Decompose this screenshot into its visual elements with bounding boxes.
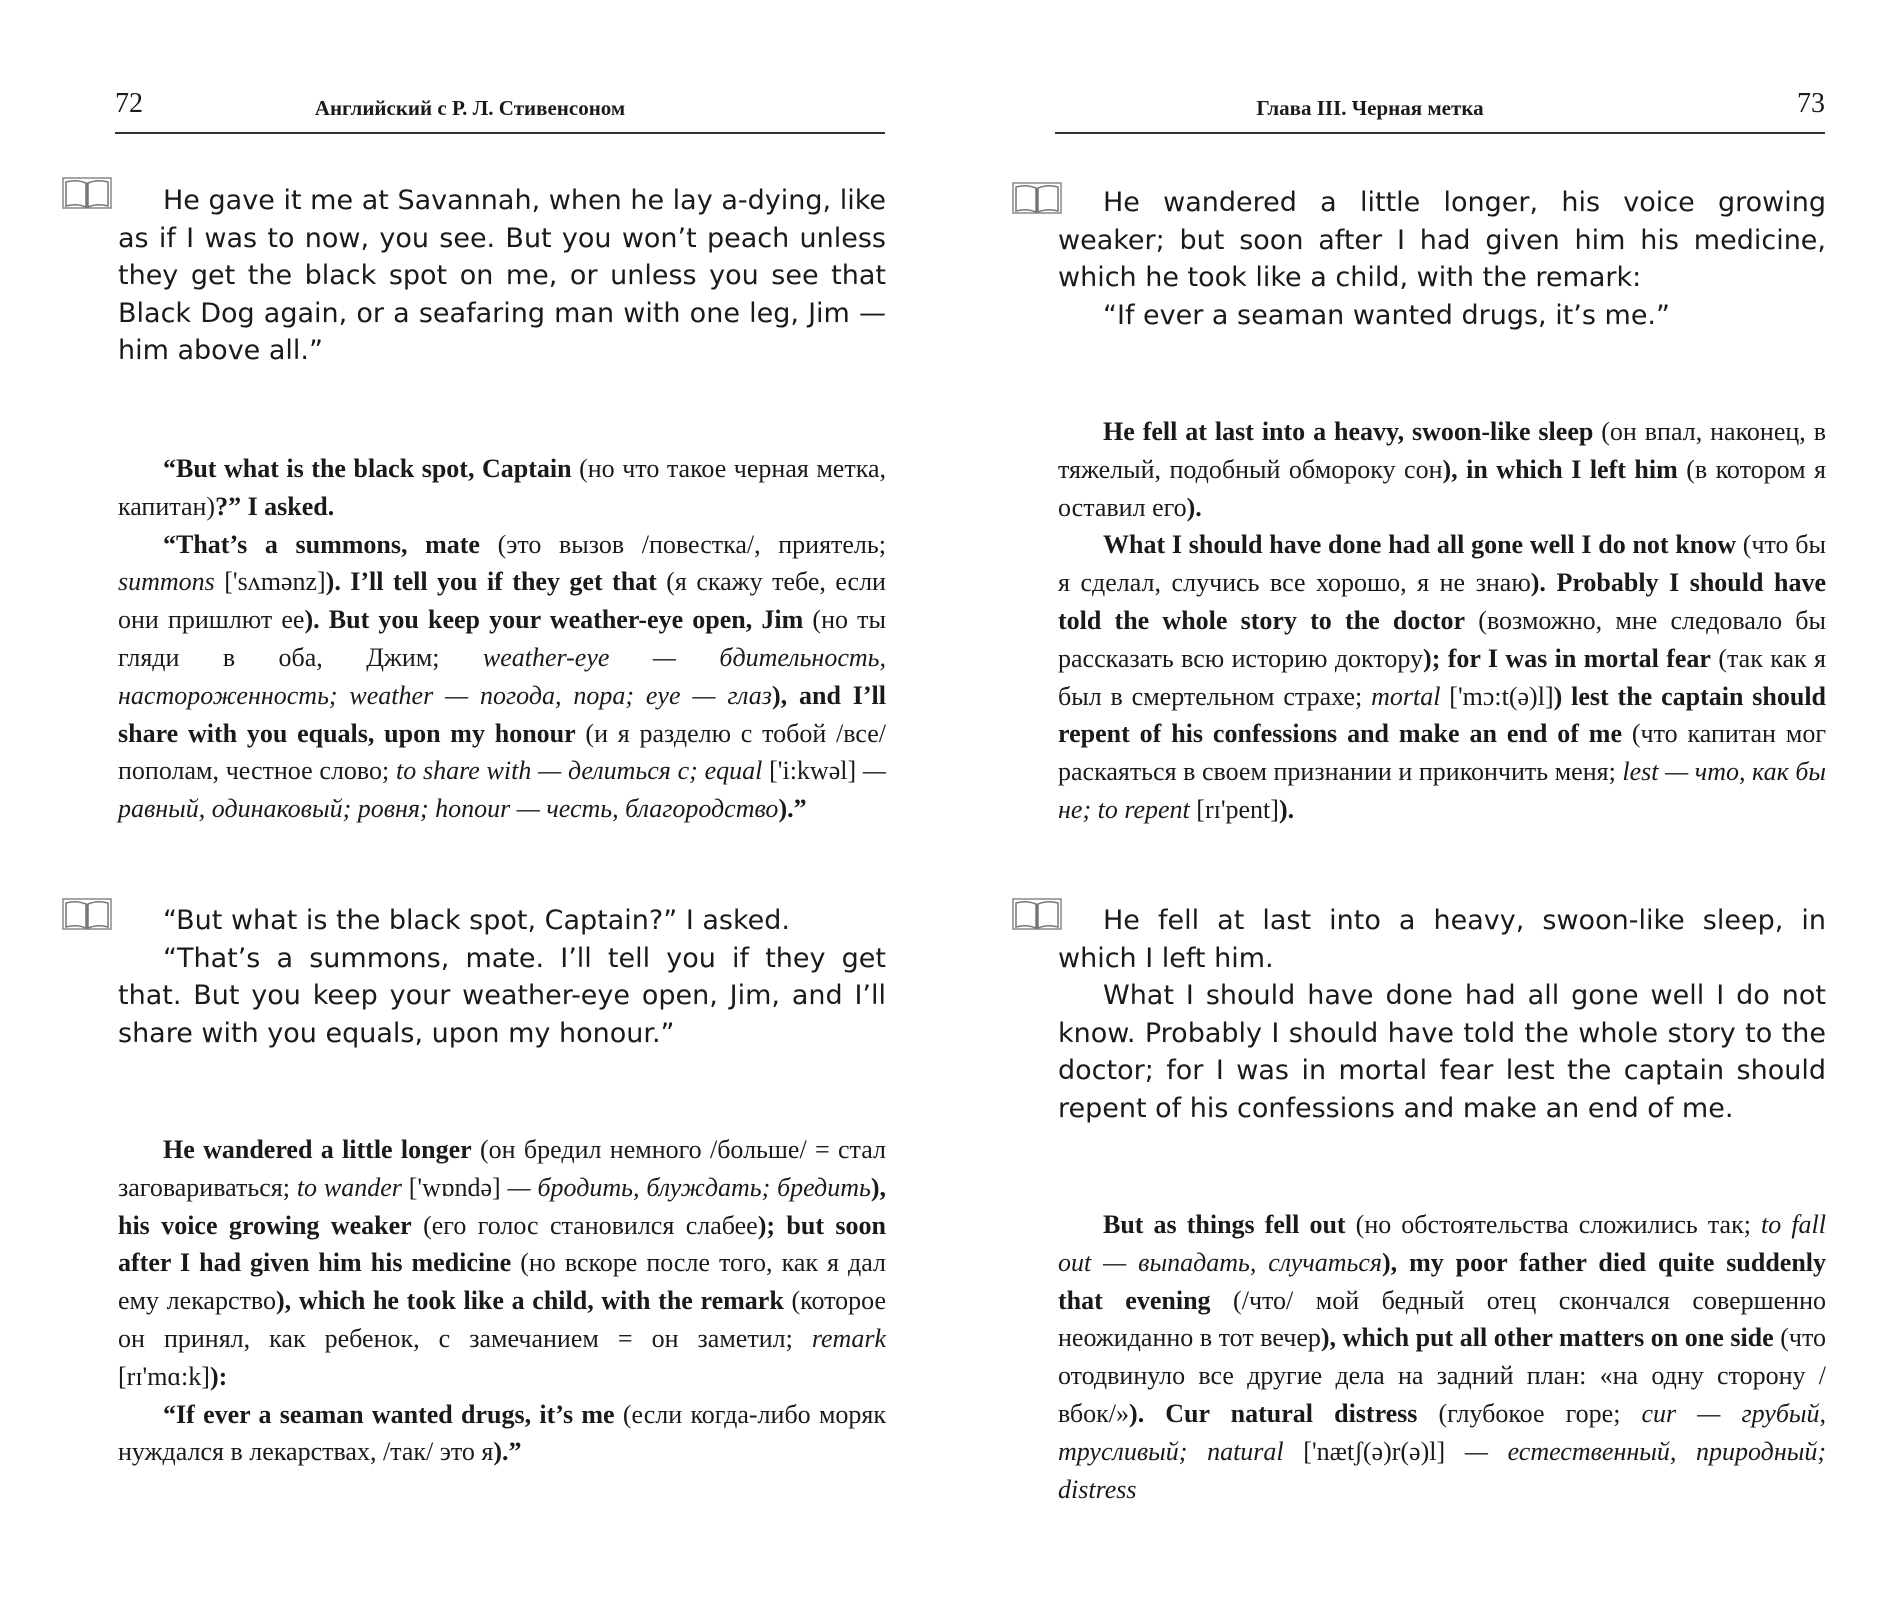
annotated-passage-2 [1058,1206,1826,1508]
paragraph: He gave it me at Savannah, when he lay a-dying, like as if I was to now, you see. But you won’t peach unless they get the black spot on me, or unless you see that Black Dog again, or a seafaring man with one leg, Jim — him above all.” [118,185,886,366]
annotated-passage-1 [118,450,886,828]
paragraph: “If ever a seaman wanted drugs, it’s me.” [1103,299,1670,331]
paragraph: “If ever a seaman wanted drugs, it’s me (если когда-либо моряк нуждался в лекарствах, /так/ это я).” [118,1399,886,1467]
open-book-icon [1012,182,1062,216]
english-passage-2 [118,902,886,1052]
open-book-icon [1012,898,1062,932]
paragraph: “But what is the black spot, Captain?” I asked. [163,905,790,936]
english-passage-1 [118,182,886,370]
paragraph: He fell at last into a heavy, swoon-like sleep (он впал, наконец, в тяжелый, подобный обмороку сон), in which I left him (в котором я оставил его). [1058,417,1827,522]
paragraph: “But what is the black spot, Captain (но что такое черная метка, капитан)?” I asked. [118,454,886,521]
annotated-passage-1 [1058,413,1826,829]
paragraph: He wandered a little longer, his voice growing weaker; but soon after I had given him his medicine, which he took like a child, with the remark: [1058,187,1826,293]
annotated-passage-2 [118,1131,886,1471]
paragraph: He wandered a little longer (он бредил немного /больше/ = стал заговариваться; to wander ['wɒndə] — бродить, блуждать; бредить), his voice growing weaker (его голос становился слабее); but soon after I had given him his medicine (но вскоре после того, как я дал ему лекарство), which he took like a child, with the remark (которое он принял, как ребенок, с замечанием = он заметил; remark [rɪ'mɑ:k]): [118,1135,886,1391]
english-passage-2 [1058,902,1826,1127]
paragraph: “That’s a summons, mate (это вызов /повестка/, приятель; summons ['sʌmənz]). I’ll tell you if they get that (я скажу тебе, если они пришлют ее). But you keep your weather-eye open, Jim (но ты гляди в оба, Джим; weather-eye — бдительность, настороженность; weather — погода, пора; eye — глаз), and I’ll share with you equals, upon my honour (и я разделю с тобой /все/ пополам, честное слово; to share with — делиться с; equal ['i:kwəl] — равный, одинаковый; ровня; honour — честь, благородство).” [118,529,886,824]
paragraph: But as things fell out (но обстоятельства сложились так; to fall out — выпадать, случаться), my poor father died quite suddenly that evening (/что/ мой бедный отец скончался совершенно неожиданно в тот вечер), which put all other matters on one side (что отодвинуло все другие дела на задний план: «на одну сторону /вбок/»). Cur natural distress (глубокое горе; cur — грубый, трусливый; natural ['nætʃ(ə)r(ə)l] — естественный, природный; distress [1058,1210,1827,1504]
english-passage-1 [1058,184,1826,334]
paragraph: He fell at last into a heavy, swoon-like sleep, in which I left him. [1058,905,1826,974]
open-book-icon [62,177,112,211]
left-page-header [115,88,885,134]
paragraph: What I should have done had all gone well I do not know. Probably I should have told the whole story to the doctor; for I was in mortal fear lest the captain should repent of his confessions and make an end of me. [1058,980,1826,1124]
page-number: 72 [115,88,143,119]
paragraph: “That’s a summons, mate. I’ll tell you if they get that. But you keep your weather-eye open, Jim, and I’ll share with you equals, upon my honour.” [118,942,886,1049]
running-title: Глава III. Черная метка [1256,96,1484,120]
right-page-header [1055,88,1825,134]
page-number: 73 [1797,88,1825,119]
right-page [950,0,1900,1610]
open-book-icon [62,898,112,932]
running-title: Английский с Р. Л. Стивенсоном [314,96,626,120]
paragraph: What I should have done had all gone well I do not know (что бы я сделал, случись все хорошо, я не знаю). Probably I should have told the whole story to the doctor (возможно, мне следовало бы рассказать всю историю доктору); for I was in mortal fear (так как я был в смертельном страхе; mortal ['mɔ:t(ə)l]) lest the captain should repent of his confessions and make an end of me (что капитан мог раскаяться в своем признании и прикончить меня; lest — что, как бы не; to repent [rɪ'pent]). [1058,530,1827,824]
